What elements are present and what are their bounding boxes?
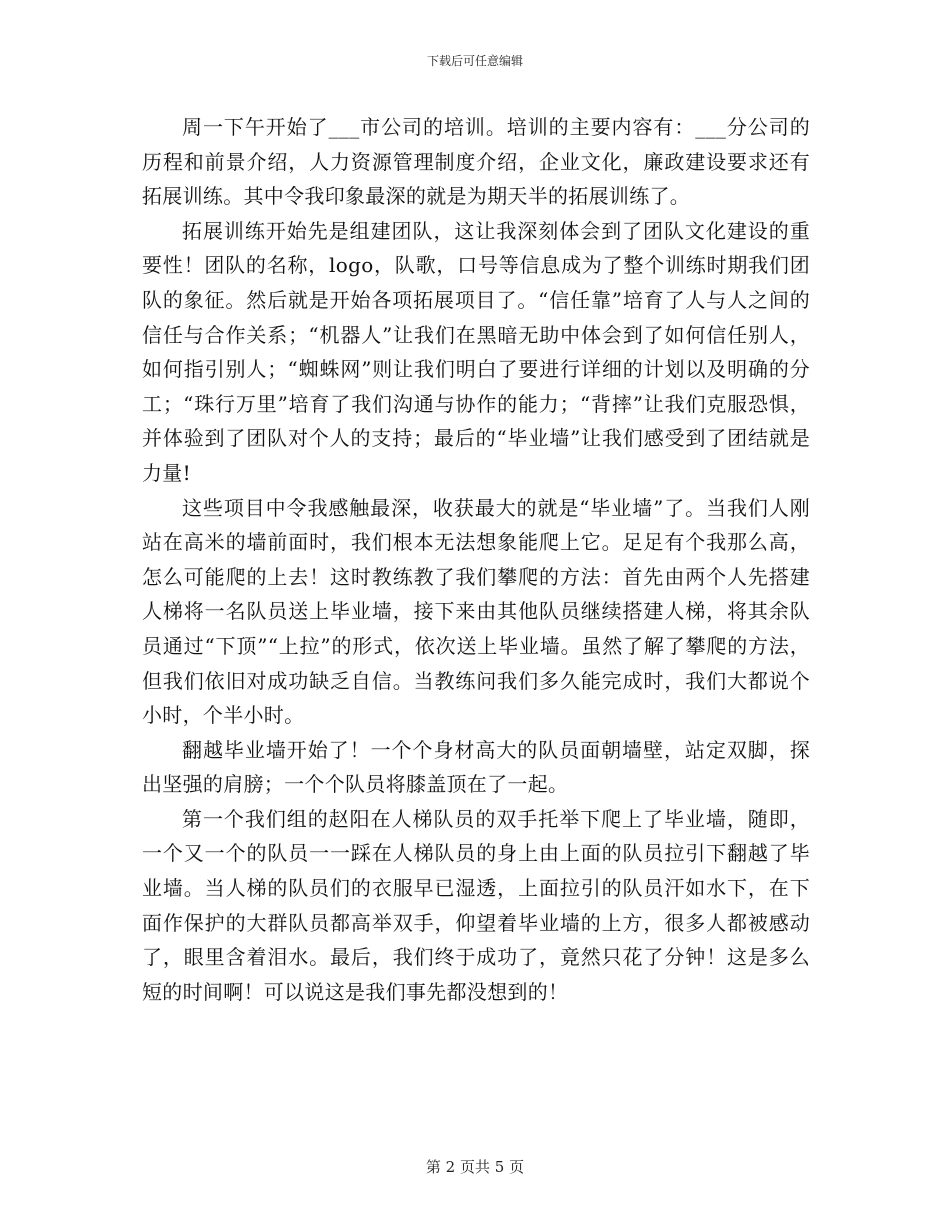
- paragraph-2: 拓展训练开始先是组建团队，这让我深刻体会到了团队文化建设的重要性！团队的名称，logo，队歌，口号等信息成为了整个训练时期我们团队的象征。然后就是开始各项拓展项目了。“信任靠”培育了人与人之间的信任与合作关系；“机器人”让我们在黑暗无助中体会到了如何信任别人，如何指引别人；“蜘蛛网”则让我们明白了要进行详细的计划以及明确的分工；“珠行万里”培育了我们沟通与协作的能力；“背摔”让我们克服恐惧，并体验到了团队对个人的支持；最后的“毕业墙”让我们感受到了团结就是力量!: [142, 218, 810, 485]
- paragraph-3: 这些项目中令我感触最深，收获最大的就是“毕业墙”了。当我们人刚站在高米的墙前面时，我们根本无法想象能爬上它。足足有个我那么高，怎么可能爬的上去！这时教练教了我们攀爬的方法：首先由两个人先搭建人梯将一名队员送上毕业墙，接下来由其他队员继续搭建人梯，将其余队员通过“下顶”“上拉”的形式，依次送上毕业墙。虽然了解了攀爬的方法，但我们依旧对成功缺乏自信。当教练问我们多久能完成时，我们大都说个小时，个半小时。: [142, 495, 810, 728]
- page-header-note: 下载后可任意编辑: [426, 54, 523, 68]
- document-body: [142, 110, 810, 1009]
- paragraph-4: 翻越毕业墙开始了！一个个身材高大的队员面朝墙壁，站定双脚，探出坚强的肩膀；一个个队员将膝盖顶在了一起。: [142, 737, 810, 797]
- page-number: 第 2 页共 5 页: [425, 1158, 525, 1176]
- paragraph-1: 周一下午开始了___市公司的培训。培训的主要内容有：___分公司的历程和前景介绍，人力资源管理制度介绍，企业文化，廉政建设要求还有拓展训练。其中令我印象最深的就是为期天半的拓展训练了。: [142, 115, 810, 209]
- paragraph-5: 第一个我们组的赵阳在人梯队员的双手托举下爬上了毕业墙，随即，一个又一个的队员一一踩在人梯队员的身上由上面的队员拉引下翻越了毕业墙。当人梯的队员们的衣服早已湿透，上面拉引的队员汗如水下，在下面作保护的大群队员都高举双手，仰望着毕业墙的上方，很多人都被感动了，眼里含着泪水。最后，我们终于成功了，竟然只花了分钟！这是多么短的时间啊！可以说这是我们事先都没想到的！: [142, 806, 810, 1004]
